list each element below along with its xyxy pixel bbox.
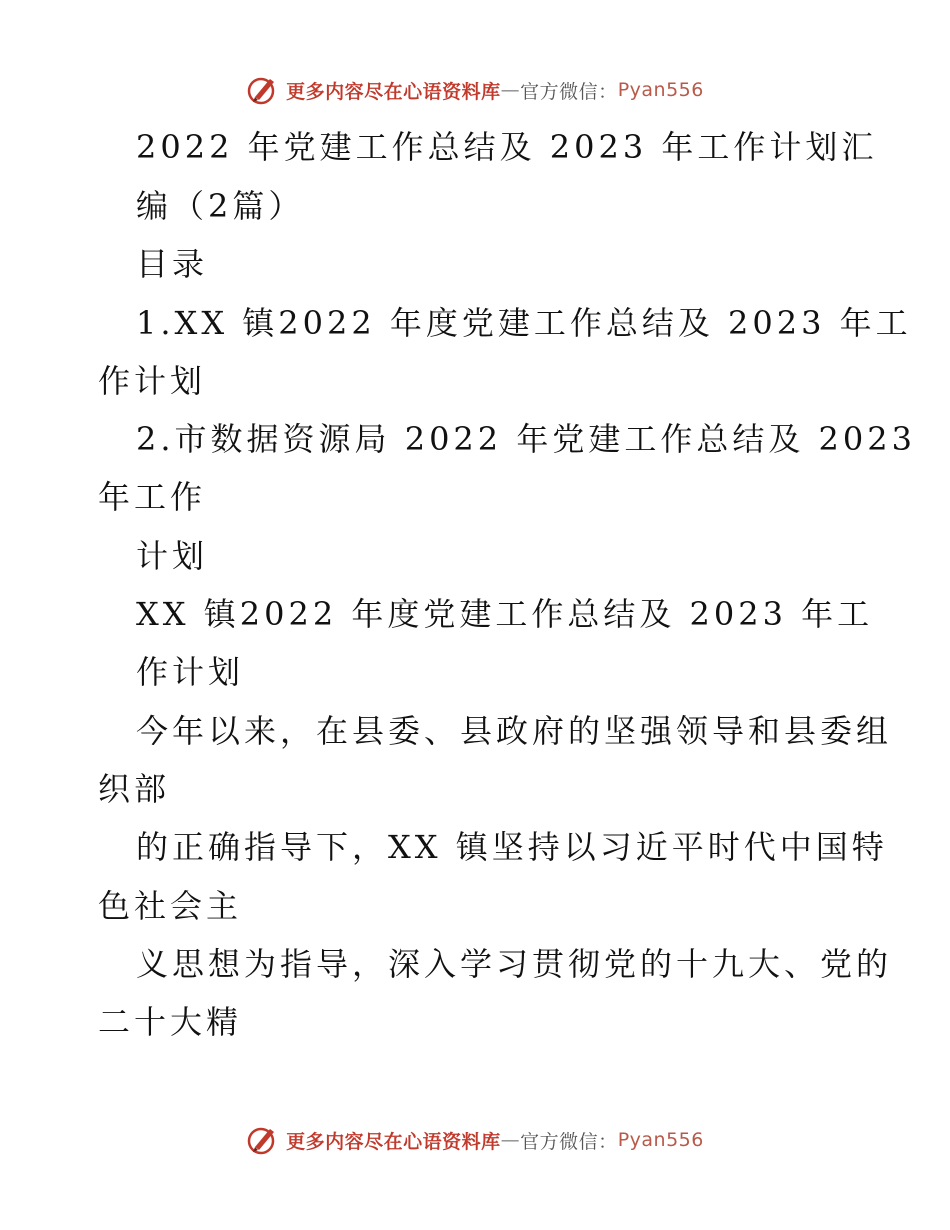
banner-site-name: 更多内容尽在心语资料库 — [286, 80, 501, 103]
banner-official-label: 官方微信： — [520, 1130, 618, 1153]
section-title-line-1: XX 镇2022 年度党建工作总结及 2023 年工 — [136, 595, 874, 633]
toc-item-2-line-1: 2.市数据资源局 2022 年党建工作总结及 2023 — [136, 420, 916, 458]
banner-dash: — — [500, 1129, 521, 1151]
toc-item-1-line-2: 作计划 — [98, 362, 207, 400]
body-paragraph-line: 二十大精 — [98, 1003, 243, 1041]
toc-heading: 目录 — [136, 245, 209, 283]
banner-wechat-id: Pyan556 — [617, 1129, 704, 1151]
banner-site-name: 更多内容尽在心语资料库 — [286, 1130, 501, 1153]
banner-wechat-id: Pyan556 — [617, 79, 704, 101]
body-paragraph-line: 色社会主 — [98, 887, 243, 925]
body-paragraph-line: 织部 — [98, 770, 171, 808]
banner-dash: — — [500, 79, 521, 101]
body-paragraph-line: 义思想为指导，深入学习贯彻党的十九大、党的 — [136, 945, 893, 983]
pen-seal-icon — [246, 1123, 280, 1157]
footer-watermark-banner — [0, 1120, 950, 1160]
toc-item-2-line-3: 计划 — [136, 537, 209, 575]
doc-title-line-1: 2022 年党建工作总结及 2023 年工作计划汇 — [136, 128, 878, 166]
section-title-line-2: 作计划 — [136, 653, 245, 691]
toc-item-1-line-1: 1.XX 镇2022 年度党建工作总结及 2023 年工 — [136, 304, 912, 342]
banner-official-label: 官方微信： — [520, 80, 618, 103]
body-paragraph-line: 的正确指导下，XX 镇坚持以习近平时代中国特 — [136, 828, 888, 866]
doc-title-line-2: 编（2篇） — [136, 187, 305, 225]
body-paragraph-line: 今年以来，在县委、县政府的坚强领导和县委组 — [136, 712, 893, 750]
toc-item-2-line-2: 年工作 — [98, 478, 207, 516]
